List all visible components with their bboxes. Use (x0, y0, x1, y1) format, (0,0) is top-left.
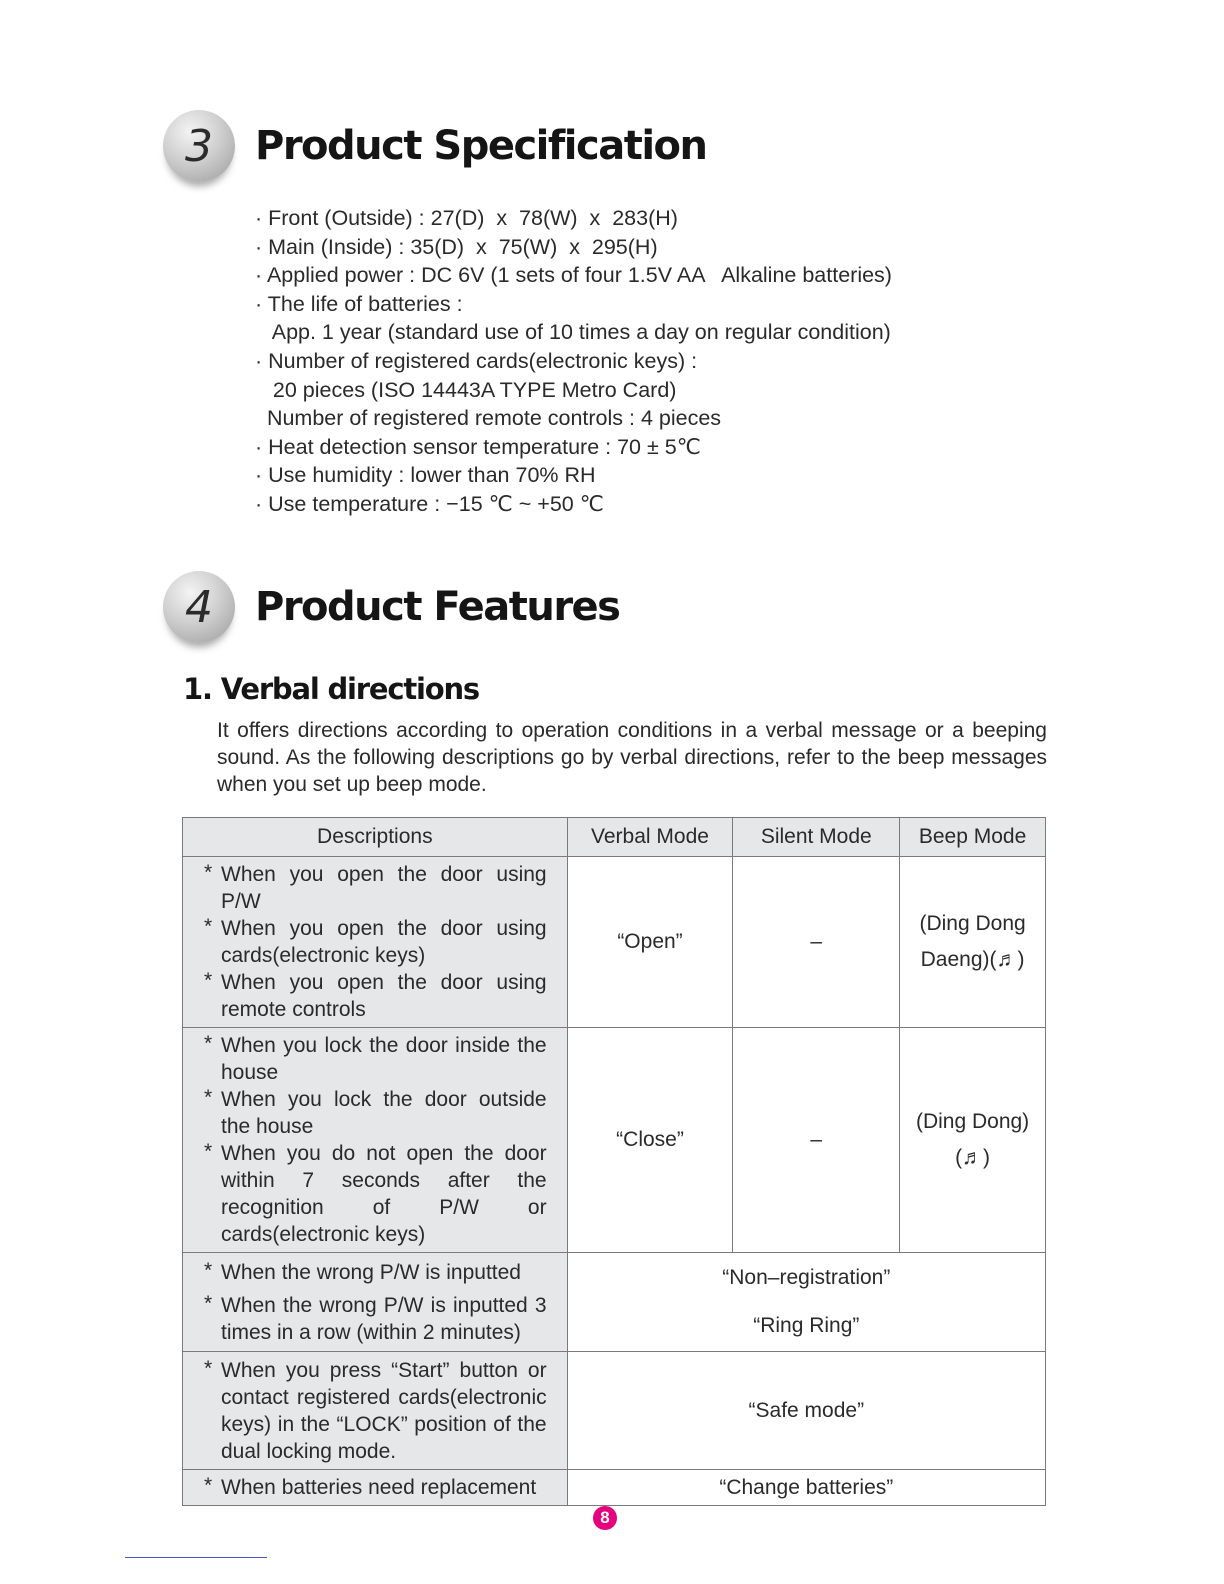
spec-section-title: Product Specification (255, 123, 707, 169)
description-item: * When you lock the door inside the house (201, 1032, 547, 1086)
header-descriptions: Descriptions (183, 818, 568, 857)
beep-text: (Ding Dong) (915, 1110, 1030, 1133)
table-header-row (183, 818, 1046, 857)
spec-item: Number of registered remote controls : 4 pieces (255, 406, 722, 431)
header-beep-mode: Beep Mode (900, 818, 1046, 857)
footer-rule (125, 1557, 267, 1558)
header-verbal-mode: Verbal Mode (567, 818, 733, 857)
description-item: * When you lock the door outside the house (201, 1086, 547, 1140)
verbal-directions-table (182, 817, 1046, 1506)
description-cell (183, 1470, 568, 1506)
message-text: “Non–registration” (722, 1266, 891, 1289)
spec-item: · Heat detection sensor temperature : 70 ± 5℃ (255, 434, 701, 459)
features-section-title: Product Features (255, 584, 620, 630)
beep-text: (♬) (955, 1146, 991, 1169)
intro-paragraph: It offers directions according to operation conditions in a verbal message or a beeping sound. As the following descriptions go by verbal directions, refer to the beep messages when you set up beep mode. (217, 719, 1047, 796)
beep-text: Daeng)(♬) (920, 948, 1025, 971)
spec-item: · Front (Outside) : 27(D) x 78(W) x 283(H) (255, 206, 678, 230)
spec-item: App. 1 year (standard use of 10 times a day on regular condition) (255, 320, 891, 345)
page-number: 8 (593, 1506, 617, 1530)
features-section-header (163, 567, 619, 647)
verbal-mode-cell: “Close” (567, 1028, 733, 1253)
spec-item: 20 pieces (ISO 14443A TYPE Metro Card) (255, 377, 677, 402)
spec-item: · Number of registered cards(electronic keys) : (255, 348, 698, 373)
spec-section-header (163, 106, 707, 186)
section-number-badge: 4 (163, 571, 235, 643)
silent-mode-cell: – (733, 1028, 900, 1253)
table-row (183, 857, 1046, 1028)
beep-text: (Ding Dong (919, 912, 1026, 935)
table-row (183, 1352, 1046, 1470)
description-item: * When you open the door using P/W (201, 861, 547, 915)
table-row (183, 1470, 1046, 1506)
description-cell (183, 857, 568, 1028)
description-cell (183, 1352, 568, 1470)
silent-mode-cell: – (733, 857, 900, 1028)
description-item: * When batteries need replacement (201, 1474, 547, 1501)
description-item: * When you open the door using cards(electronic keys) (201, 915, 547, 969)
description-item: * When you press “Start” button or contact registered cards(electronic keys) in the “LOCK” position of the dual locking mode. (201, 1357, 547, 1465)
spec-item: · Use humidity : lower than 70% RH (255, 463, 596, 488)
description-cell (183, 1253, 568, 1352)
description-item: * When the wrong P/W is inputted (201, 1259, 547, 1286)
merged-mode-cell: “Safe mode” (567, 1352, 1045, 1470)
header-silent-mode: Silent Mode (733, 818, 900, 857)
description-item: * When you do not open the door within 7 seconds after the recognition of P/W or cards(electronic keys) (201, 1140, 547, 1248)
description-item: * When you open the door using remote controls (201, 969, 547, 1023)
beep-mode-cell (900, 857, 1046, 1028)
spec-list (255, 204, 892, 519)
message-text: “Ring Ring” (753, 1314, 860, 1337)
spec-item: · Main (Inside) : 35(D) x 75(W) x 295(H) (255, 234, 658, 259)
merged-mode-cell: “Change batteries” (567, 1470, 1045, 1506)
spec-item: · Use temperature : −15 ℃ ~ +50 ℃ (255, 491, 604, 516)
description-item: * When the wrong P/W is inputted 3 times in a row (within 2 minutes) (201, 1292, 547, 1346)
subsection-title: 1. Verbal directions (183, 672, 479, 706)
table-row (183, 1253, 1046, 1352)
verbal-mode-cell: “Open” (567, 857, 733, 1028)
description-cell (183, 1028, 568, 1253)
spec-item: · Applied power : DC 6V (1 sets of four 1.5V AA Alkaline batteries) (255, 263, 892, 288)
beep-mode-cell (900, 1028, 1046, 1253)
section-number-badge: 3 (163, 110, 235, 182)
table-row (183, 1028, 1046, 1253)
merged-mode-cell (567, 1253, 1045, 1352)
spec-item: · The life of batteries : (255, 291, 463, 316)
